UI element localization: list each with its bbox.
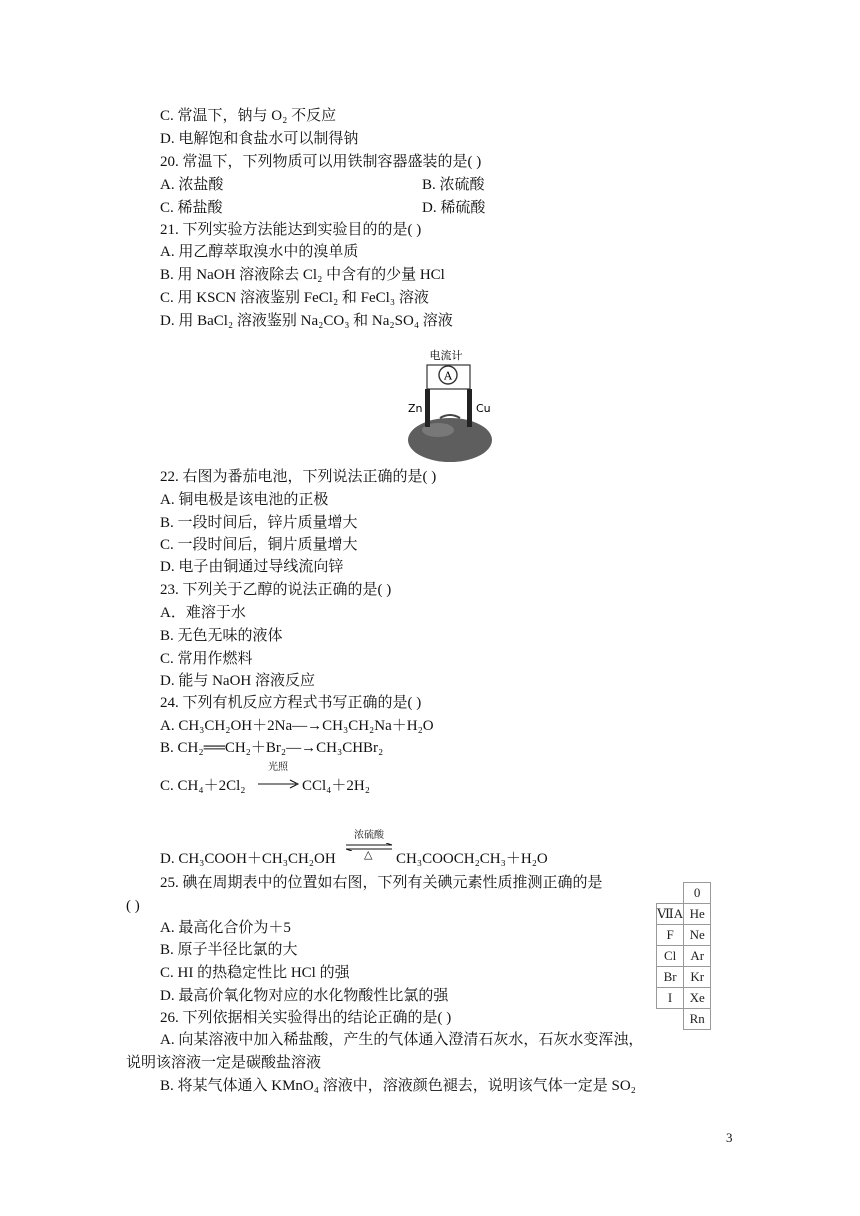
copper-electrode — [467, 389, 472, 427]
q24-option-d-products: CH₃COOCH₂CH₃＋H₂O — [396, 851, 548, 867]
question-25-paren: ( ) — [126, 898, 140, 914]
page-number: 3 — [726, 1130, 733, 1145]
question-20: 20. 常温下，下列物质可以用铁制容器盛装的是( ) — [160, 154, 482, 170]
pt-cell: Ar — [684, 946, 711, 967]
reaction-arrow-icon — [258, 779, 300, 789]
q24-option-c-reactants: C. CH₄＋2Cl₂ — [160, 778, 246, 794]
q25-option-c: C. HI 的热稳定性比 HCl 的强 — [160, 965, 350, 981]
pt-cell: Br — [657, 967, 684, 988]
tomato-icon — [408, 418, 492, 462]
q21-option-d: D. 用 BaCl₂ 溶液鉴别 Na₂CO₃ 和 Na₂SO₄ 溶液 — [160, 313, 453, 329]
q22-option-d: D. 电子由铜通过导线流向锌 — [160, 559, 344, 575]
ammeter-symbol: A — [444, 369, 452, 383]
question-21: 21. 下列实验方法能达到实验目的的是( ) — [160, 222, 422, 238]
pt-cell: F — [657, 925, 684, 946]
q25-option-d: D. 最高价氧化物对应的水化物酸性比氯的强 — [160, 988, 449, 1004]
option-c-sodium: C. 常温下，钠与 O₂ 不反应 — [160, 108, 337, 124]
q24-option-d-heat: △ — [364, 849, 373, 861]
pt-cell: Xe — [684, 988, 711, 1009]
q24-option-a: A. CH₃CH₂OH＋2Na―→CH₃CH₂Na＋H₂O — [160, 718, 434, 734]
question-26: 26. 下列依据相关实验得出的结论正确的是( ) — [160, 1010, 452, 1026]
question-24: 24. 下列有机反应方程式书写正确的是( ) — [160, 695, 422, 711]
question-22: 22. 右图为番茄电池，下列说法正确的是( ) — [160, 469, 437, 485]
question-25: 25. 碘在周期表中的位置如右图，下列有关碘元素性质推测正确的是 — [160, 875, 603, 891]
group-0-header: 0 — [684, 883, 711, 904]
q24-option-c-condition: 光照 — [268, 762, 288, 773]
q23-option-d: D. 能与 NaOH 溶液反应 — [160, 673, 315, 689]
q20-option-a: A. 浓盐酸 — [160, 177, 224, 193]
q24-option-d-reactants: D. CH₃COOH＋CH₃CH₂OH — [160, 851, 336, 867]
tomato-battery-figure — [400, 342, 500, 464]
pt-cell: Kr — [684, 967, 711, 988]
pt-cell: He — [684, 904, 711, 925]
q24-option-c-products: CCl₄＋2H₂ — [302, 778, 370, 794]
pt-cell: ⅦA — [657, 904, 684, 925]
question-23: 23. 下列关于乙醇的说法正确的是( ) — [160, 582, 392, 598]
periodic-table-excerpt — [656, 882, 711, 1030]
q21-option-b: B. 用 NaOH 溶液除去 Cl₂ 中含有的少量 HCl — [160, 267, 445, 283]
zinc-electrode — [425, 389, 430, 427]
q21-option-c: C. 用 KSCN 溶液鉴别 FeCl₂ 和 FeCl₃ 溶液 — [160, 290, 429, 306]
pt-cell: Ne — [684, 925, 711, 946]
q20-option-d: D. 稀硫酸 — [422, 200, 486, 216]
pt-cell: Rn — [684, 1009, 711, 1030]
q23-option-b: B. 无色无味的液体 — [160, 628, 283, 644]
q25-option-a: A. 最高化合价为＋5 — [160, 920, 291, 936]
q23-option-a: A．难溶于水 — [160, 605, 246, 621]
zn-label: Zn — [408, 402, 423, 415]
q24-option-d-catalyst: 浓硫酸 — [354, 830, 384, 841]
q24-option-b: B. CH₂══CH₂＋Br₂―→CH₃CHBr₂ — [160, 740, 384, 756]
q26-option-a-line2: 说明该溶液一定是碳酸盐溶液 — [126, 1055, 322, 1071]
q25-option-b: B. 原子半径比氯的大 — [160, 942, 298, 958]
q26-option-a-line1: A. 向某溶液中加入稀盐酸，产生的气体通入澄清石灰水，石灰水变浑浊， — [160, 1032, 644, 1048]
q22-option-b: B. 一段时间后，锌片质量增大 — [160, 515, 358, 531]
meter-label: 电流计 — [429, 349, 463, 362]
q21-option-a: A. 用乙醇萃取溴水中的溴单质 — [160, 244, 359, 260]
pt-cell-iodine: I — [657, 988, 684, 1009]
q22-option-c: C. 一段时间后，铜片质量增大 — [160, 537, 358, 553]
q22-option-a: A. 铜电极是该电池的正极 — [160, 492, 329, 508]
option-d-electrolysis: D. 电解饱和食盐水可以制得钠 — [160, 131, 359, 147]
pt-cell: Cl — [657, 946, 684, 967]
q20-option-b: B. 浓硫酸 — [422, 177, 485, 193]
q26-option-b: B. 将某气体通入 KMnO₄ 溶液中，溶液颜色褪去，说明该气体一定是 SO₂ — [160, 1078, 636, 1094]
q20-option-c: C. 稀盐酸 — [160, 200, 223, 216]
cu-label: Cu — [476, 402, 491, 415]
q23-option-c: C. 常用作燃料 — [160, 651, 253, 667]
